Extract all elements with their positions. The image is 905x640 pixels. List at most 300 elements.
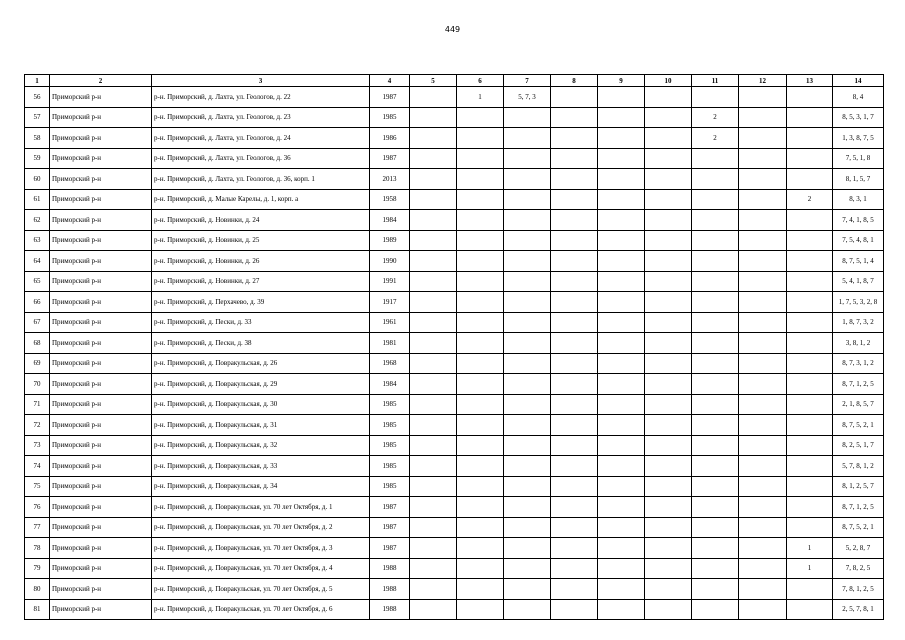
col8-cell — [551, 312, 598, 333]
col11-cell — [692, 312, 739, 333]
col11-cell — [692, 292, 739, 313]
register-table — [24, 74, 884, 620]
col10-cell — [645, 476, 692, 497]
col7-cell — [504, 517, 551, 538]
col6-cell — [457, 517, 504, 538]
address-cell: р-н. Приморский, д. Повракульская, д. 26 — [152, 353, 370, 374]
row-number: 75 — [25, 476, 50, 497]
col13-cell — [787, 599, 833, 620]
col12-cell — [739, 230, 787, 251]
col8-cell — [551, 394, 598, 415]
col5-cell — [410, 87, 457, 108]
address-cell: р-н. Приморский, д. Лахта, ул. Геологов, д. 36, корп. 1 — [152, 169, 370, 190]
col11-cell — [692, 189, 739, 210]
col14-cell: 7, 5, 1, 8 — [833, 148, 884, 169]
table-row — [25, 271, 884, 292]
table-row — [25, 394, 884, 415]
col14-cell: 8, 1, 5, 7 — [833, 169, 884, 190]
col11-cell — [692, 169, 739, 190]
row-number: 80 — [25, 579, 50, 600]
col10-cell — [645, 312, 692, 333]
district-cell: Приморский р-н — [50, 456, 152, 477]
col14-cell: 1, 8, 7, 3, 2 — [833, 312, 884, 333]
col9-cell — [598, 415, 645, 436]
col11-cell — [692, 271, 739, 292]
row-number: 62 — [25, 210, 50, 231]
col5-cell — [410, 497, 457, 518]
col14-cell: 1, 7, 5, 3, 2, 8 — [833, 292, 884, 313]
col6-cell — [457, 394, 504, 415]
col11-cell — [692, 599, 739, 620]
col8-cell — [551, 189, 598, 210]
col11-cell — [692, 538, 739, 559]
col13-cell: 1 — [787, 558, 833, 579]
col12-cell — [739, 394, 787, 415]
col10-cell — [645, 497, 692, 518]
year-cell: 1968 — [370, 353, 410, 374]
year-cell: 1987 — [370, 148, 410, 169]
col8-cell — [551, 87, 598, 108]
col5-cell — [410, 292, 457, 313]
col9-cell — [598, 353, 645, 374]
col9-cell — [598, 497, 645, 518]
col9-cell — [598, 599, 645, 620]
col11-cell — [692, 230, 739, 251]
district-cell: Приморский р-н — [50, 497, 152, 518]
district-cell: Приморский р-н — [50, 476, 152, 497]
table-body — [25, 87, 884, 620]
col7-cell — [504, 497, 551, 518]
col5-cell — [410, 476, 457, 497]
row-number: 76 — [25, 497, 50, 518]
col9-cell — [598, 107, 645, 128]
table-row — [25, 374, 884, 395]
col13-cell — [787, 128, 833, 149]
row-number: 60 — [25, 169, 50, 190]
col7-cell — [504, 435, 551, 456]
col12-cell — [739, 476, 787, 497]
year-cell: 1988 — [370, 579, 410, 600]
col10-cell — [645, 271, 692, 292]
col13-cell — [787, 230, 833, 251]
row-number: 58 — [25, 128, 50, 149]
col14-cell: 8, 7, 1, 2, 5 — [833, 374, 884, 395]
year-cell: 1987 — [370, 538, 410, 559]
col13-cell — [787, 312, 833, 333]
col5-cell — [410, 148, 457, 169]
col7-cell — [504, 189, 551, 210]
col13-cell — [787, 148, 833, 169]
table-row — [25, 292, 884, 313]
col11-cell — [692, 517, 739, 538]
col7-cell — [504, 312, 551, 333]
col8-cell — [551, 107, 598, 128]
column-header-2: 2 — [50, 75, 152, 87]
col11-cell — [692, 415, 739, 436]
district-cell: Приморский р-н — [50, 128, 152, 149]
col7-cell — [504, 128, 551, 149]
col8-cell — [551, 415, 598, 436]
col8-cell — [551, 435, 598, 456]
col5-cell — [410, 435, 457, 456]
col14-cell: 8, 7, 5, 2, 1 — [833, 517, 884, 538]
col7-cell — [504, 579, 551, 600]
col8-cell — [551, 476, 598, 497]
col7-cell — [504, 415, 551, 436]
col7-cell — [504, 333, 551, 354]
col6-cell — [457, 148, 504, 169]
col9-cell — [598, 538, 645, 559]
col12-cell — [739, 415, 787, 436]
column-header-6: 6 — [457, 75, 504, 87]
col5-cell — [410, 230, 457, 251]
col8-cell — [551, 148, 598, 169]
col6-cell — [457, 230, 504, 251]
col7-cell — [504, 374, 551, 395]
year-cell: 1987 — [370, 87, 410, 108]
address-cell: р-н. Приморский, д. Новинки, д. 26 — [152, 251, 370, 272]
col12-cell — [739, 374, 787, 395]
district-cell: Приморский р-н — [50, 292, 152, 313]
col13-cell — [787, 333, 833, 354]
table-row — [25, 128, 884, 149]
col10-cell — [645, 87, 692, 108]
col11-cell: 2 — [692, 107, 739, 128]
col9-cell — [598, 333, 645, 354]
col8-cell — [551, 210, 598, 231]
col9-cell — [598, 579, 645, 600]
col8-cell — [551, 353, 598, 374]
col12-cell — [739, 333, 787, 354]
col12-cell — [739, 456, 787, 477]
col12-cell — [739, 435, 787, 456]
col7-cell — [504, 210, 551, 231]
col14-cell: 8, 5, 3, 1, 7 — [833, 107, 884, 128]
col14-cell: 5, 2, 8, 7 — [833, 538, 884, 559]
col12-cell — [739, 107, 787, 128]
col14-cell: 8, 2, 5, 1, 7 — [833, 435, 884, 456]
col5-cell — [410, 189, 457, 210]
row-number: 69 — [25, 353, 50, 374]
year-cell: 1981 — [370, 333, 410, 354]
col6-cell — [457, 271, 504, 292]
col11-cell — [692, 374, 739, 395]
district-cell: Приморский р-н — [50, 558, 152, 579]
col13-cell — [787, 353, 833, 374]
col11-cell: 2 — [692, 128, 739, 149]
col10-cell — [645, 374, 692, 395]
column-header-14: 14 — [833, 75, 884, 87]
col8-cell — [551, 558, 598, 579]
address-cell: р-н. Приморский, д. Повракульская, ул. 70 лет Октября, д. 4 — [152, 558, 370, 579]
column-header-13: 13 — [787, 75, 833, 87]
col9-cell — [598, 374, 645, 395]
row-number: 77 — [25, 517, 50, 538]
col11-cell — [692, 456, 739, 477]
col5-cell — [410, 558, 457, 579]
col13-cell: 1 — [787, 538, 833, 559]
year-cell: 1958 — [370, 189, 410, 210]
col7-cell — [504, 251, 551, 272]
col5-cell — [410, 415, 457, 436]
col13-cell — [787, 517, 833, 538]
address-cell: р-н. Приморский, д. Лахта, ул. Геологов, д. 23 — [152, 107, 370, 128]
col9-cell — [598, 210, 645, 231]
row-number: 71 — [25, 394, 50, 415]
col10-cell — [645, 435, 692, 456]
col8-cell — [551, 292, 598, 313]
district-cell: Приморский р-н — [50, 87, 152, 108]
col5-cell — [410, 333, 457, 354]
col6-cell — [457, 415, 504, 436]
col7-cell — [504, 292, 551, 313]
col12-cell — [739, 497, 787, 518]
col12-cell — [739, 599, 787, 620]
col5-cell — [410, 251, 457, 272]
col12-cell — [739, 271, 787, 292]
col6-cell — [457, 312, 504, 333]
address-cell: р-н. Приморский, д. Лахта, ул. Геологов, д. 36 — [152, 148, 370, 169]
col10-cell — [645, 169, 692, 190]
row-number: 79 — [25, 558, 50, 579]
address-cell: р-н. Приморский, д. Малые Карелы, д. 1, корп. а — [152, 189, 370, 210]
col14-cell: 5, 7, 8, 1, 2 — [833, 456, 884, 477]
col5-cell — [410, 128, 457, 149]
address-cell: р-н. Приморский, д. Пески, д. 38 — [152, 333, 370, 354]
col14-cell: 2, 5, 7, 8, 1 — [833, 599, 884, 620]
col6-cell — [457, 251, 504, 272]
col12-cell — [739, 292, 787, 313]
address-cell: р-н. Приморский, д. Лахта, ул. Геологов, д. 24 — [152, 128, 370, 149]
column-header-3: 3 — [152, 75, 370, 87]
col13-cell — [787, 87, 833, 108]
col12-cell — [739, 169, 787, 190]
col9-cell — [598, 292, 645, 313]
year-cell: 2013 — [370, 169, 410, 190]
col10-cell — [645, 107, 692, 128]
col5-cell — [410, 210, 457, 231]
col10-cell — [645, 230, 692, 251]
col8-cell — [551, 230, 598, 251]
col6-cell — [457, 435, 504, 456]
col10-cell — [645, 599, 692, 620]
row-number: 66 — [25, 292, 50, 313]
col6-cell — [457, 292, 504, 313]
table-row — [25, 517, 884, 538]
col11-cell — [692, 497, 739, 518]
col13-cell: 2 — [787, 189, 833, 210]
district-cell: Приморский р-н — [50, 189, 152, 210]
table-row — [25, 476, 884, 497]
col13-cell — [787, 497, 833, 518]
col5-cell — [410, 579, 457, 600]
table-row — [25, 251, 884, 272]
table-row — [25, 210, 884, 231]
row-number: 59 — [25, 148, 50, 169]
col5-cell — [410, 353, 457, 374]
col10-cell — [645, 128, 692, 149]
col12-cell — [739, 579, 787, 600]
col7-cell — [504, 538, 551, 559]
col8-cell — [551, 497, 598, 518]
col6-cell — [457, 374, 504, 395]
col6-cell — [457, 107, 504, 128]
col6-cell — [457, 169, 504, 190]
col6-cell — [457, 189, 504, 210]
col7-cell — [504, 148, 551, 169]
col6-cell — [457, 599, 504, 620]
col7-cell — [504, 107, 551, 128]
col6-cell — [457, 210, 504, 231]
row-number: 57 — [25, 107, 50, 128]
col14-cell: 7, 8, 2, 5 — [833, 558, 884, 579]
district-cell: Приморский р-н — [50, 353, 152, 374]
table-row — [25, 333, 884, 354]
col12-cell — [739, 251, 787, 272]
address-cell: р-н. Приморский, д. Повракульская, д. 33 — [152, 456, 370, 477]
col12-cell — [739, 517, 787, 538]
column-header-7: 7 — [504, 75, 551, 87]
table-row — [25, 353, 884, 374]
row-number: 67 — [25, 312, 50, 333]
col9-cell — [598, 271, 645, 292]
col9-cell — [598, 251, 645, 272]
col9-cell — [598, 456, 645, 477]
district-cell: Приморский р-н — [50, 312, 152, 333]
col10-cell — [645, 538, 692, 559]
col8-cell — [551, 517, 598, 538]
col9-cell — [598, 189, 645, 210]
year-cell: 1985 — [370, 476, 410, 497]
col12-cell — [739, 128, 787, 149]
col5-cell — [410, 312, 457, 333]
row-number: 68 — [25, 333, 50, 354]
col10-cell — [645, 292, 692, 313]
col6-cell — [457, 333, 504, 354]
year-cell: 1986 — [370, 128, 410, 149]
col9-cell — [598, 230, 645, 251]
col11-cell — [692, 333, 739, 354]
col12-cell — [739, 210, 787, 231]
col13-cell — [787, 169, 833, 190]
col14-cell: 3, 8, 1, 2 — [833, 333, 884, 354]
row-number: 78 — [25, 538, 50, 559]
col9-cell — [598, 435, 645, 456]
col10-cell — [645, 517, 692, 538]
col5-cell — [410, 169, 457, 190]
col13-cell — [787, 456, 833, 477]
col9-cell — [598, 128, 645, 149]
col9-cell — [598, 87, 645, 108]
col11-cell — [692, 210, 739, 231]
col7-cell — [504, 476, 551, 497]
col14-cell: 8, 7, 3, 1, 2 — [833, 353, 884, 374]
col7-cell — [504, 394, 551, 415]
col5-cell — [410, 517, 457, 538]
year-cell: 1987 — [370, 517, 410, 538]
col6-cell — [457, 353, 504, 374]
column-header-12: 12 — [739, 75, 787, 87]
col12-cell — [739, 538, 787, 559]
table-row — [25, 415, 884, 436]
col13-cell — [787, 210, 833, 231]
col11-cell — [692, 353, 739, 374]
col6-cell — [457, 497, 504, 518]
district-cell: Приморский р-н — [50, 333, 152, 354]
col8-cell — [551, 128, 598, 149]
address-cell: р-н. Приморский, д. Лахта, ул. Геологов, д. 22 — [152, 87, 370, 108]
year-cell: 1917 — [370, 292, 410, 313]
row-number: 63 — [25, 230, 50, 251]
address-cell: р-н. Приморский, д. Повракульская, д. 29 — [152, 374, 370, 395]
col9-cell — [598, 476, 645, 497]
table-row — [25, 599, 884, 620]
col7-cell — [504, 558, 551, 579]
row-number: 64 — [25, 251, 50, 272]
column-header-1: 1 — [25, 75, 50, 87]
table-row — [25, 230, 884, 251]
col14-cell: 7, 8, 1, 2, 5 — [833, 579, 884, 600]
district-cell: Приморский р-н — [50, 415, 152, 436]
address-cell: р-н. Приморский, д. Повракульская, д. 32 — [152, 435, 370, 456]
address-cell: р-н. Приморский, д. Повракульская, д. 34 — [152, 476, 370, 497]
col10-cell — [645, 251, 692, 272]
col12-cell — [739, 87, 787, 108]
col14-cell: 1, 3, 8, 7, 5 — [833, 128, 884, 149]
column-header-4: 4 — [370, 75, 410, 87]
col5-cell — [410, 107, 457, 128]
year-cell: 1988 — [370, 599, 410, 620]
col7-cell — [504, 456, 551, 477]
col12-cell — [739, 312, 787, 333]
col9-cell — [598, 394, 645, 415]
col14-cell: 2, 1, 8, 5, 7 — [833, 394, 884, 415]
col11-cell — [692, 435, 739, 456]
col9-cell — [598, 312, 645, 333]
col10-cell — [645, 579, 692, 600]
col5-cell — [410, 271, 457, 292]
col13-cell — [787, 579, 833, 600]
col6-cell — [457, 538, 504, 559]
district-cell: Приморский р-н — [50, 435, 152, 456]
col5-cell — [410, 394, 457, 415]
col6-cell — [457, 558, 504, 579]
table-row — [25, 312, 884, 333]
address-cell: р-н. Приморский, д. Повракульская, ул. 70 лет Октября, д. 1 — [152, 497, 370, 518]
col8-cell — [551, 333, 598, 354]
district-cell: Приморский р-н — [50, 169, 152, 190]
col5-cell — [410, 374, 457, 395]
col13-cell — [787, 107, 833, 128]
year-cell: 1984 — [370, 210, 410, 231]
address-cell: р-н. Приморский, д. Перхачево, д. 39 — [152, 292, 370, 313]
address-cell: р-н. Приморский, д. Повракульская, ул. 70 лет Октября, д. 6 — [152, 599, 370, 620]
col8-cell — [551, 579, 598, 600]
year-cell: 1988 — [370, 558, 410, 579]
col6-cell — [457, 476, 504, 497]
address-cell: р-н. Приморский, д. Повракульская, ул. 70 лет Октября, д. 3 — [152, 538, 370, 559]
table-row — [25, 456, 884, 477]
column-header-10: 10 — [645, 75, 692, 87]
col10-cell — [645, 415, 692, 436]
table-row — [25, 579, 884, 600]
year-cell: 1991 — [370, 271, 410, 292]
district-cell: Приморский р-н — [50, 394, 152, 415]
col14-cell: 8, 7, 1, 2, 5 — [833, 497, 884, 518]
col14-cell: 7, 5, 4, 8, 1 — [833, 230, 884, 251]
address-cell: р-н. Приморский, д. Повракульская, д. 31 — [152, 415, 370, 436]
address-cell: р-н. Приморский, д. Повракульская, ул. 70 лет Октября, д. 5 — [152, 579, 370, 600]
